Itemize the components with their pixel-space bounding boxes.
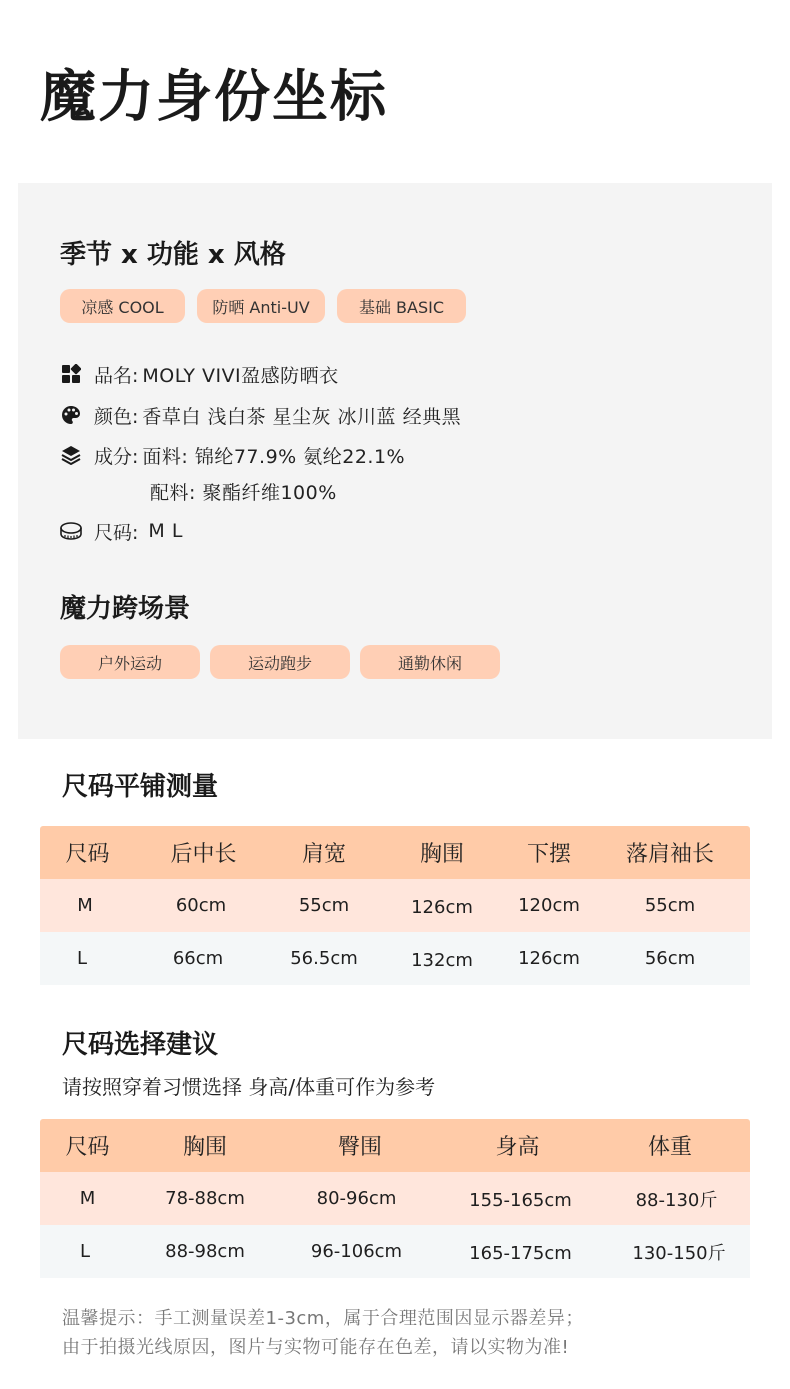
header-cell: 臀围 [337,1135,382,1160]
table-cell: 88-98cm [165,1241,245,1262]
table-cell: 88-130斤 [635,1189,718,1211]
table-cell: 165-175cm [469,1243,572,1264]
color-difference-note: 由于拍摄光线原因，图片与实物可能存在色差，请以实物为准! [62,1337,570,1358]
table-cell: 126cm [411,897,473,918]
header-cell: 后中长 [170,842,237,867]
table-cell: 60cm [175,895,227,916]
tape-measure-icon [60,520,82,542]
table-cell: M [79,1188,96,1209]
table-header-row [40,1119,750,1172]
season-function-style-heading: 季节 x 功能 x 风格 [60,240,286,270]
attr-value: M L [148,520,183,542]
size-advice-subheading: 请按照穿着习惯选择 身高/体重可作为参考 [62,1075,436,1099]
attr-material [60,442,405,468]
tag-anti-uv: 防晒 Anti-UV [197,289,325,323]
tag-cool: 凉感 COOL [60,289,185,323]
attr-size [60,518,183,544]
table-row [40,1172,750,1225]
table-cell: 96-106cm [310,1241,403,1262]
feature-tag-list [60,289,466,323]
flat-measure-table [40,826,750,985]
table-cell: 155-165cm [469,1190,572,1211]
header-cell: 体重 [647,1135,692,1160]
flat-measure-heading: 尺码平铺测量 [62,772,219,802]
tag-basic: 基础 BASIC [337,289,466,323]
table-cell: L [76,948,88,969]
table-cell: 132cm [411,950,473,971]
table-cell: 55cm [644,895,696,916]
page-title: 魔力身份坐标 [40,65,388,130]
table-cell: 55cm [298,895,350,916]
attr-material-sub: 配料: 聚酯纤维100% [150,482,337,504]
scene-tag-list [60,645,500,679]
header-cell: 身高 [495,1135,540,1160]
table-row [40,879,750,932]
layers-icon [60,444,82,466]
measurement-note: 温馨提示：手工测量误差1-3cm，属于合理范围因显示器差异； [62,1308,584,1329]
tag-commute: 通勤休闲 [360,645,500,679]
header-cell: 尺码 [65,842,110,867]
grid-icon [60,363,82,385]
header-cell: 尺码 [65,1135,110,1160]
table-cell: 66cm [172,948,224,969]
table-cell: 126cm [518,948,580,969]
attr-label: 颜色: [94,405,139,428]
table-cell: 56cm [644,948,696,969]
header-cell: 下摆 [526,842,571,867]
attr-value: 香草白 浅白茶 星尘灰 冰川蓝 经典黑 [142,405,462,428]
header-cell: 落肩袖长 [625,842,714,867]
tag-running: 运动跑步 [210,645,350,679]
size-advice-heading: 尺码选择建议 [62,1030,219,1060]
header-cell: 胸围 [182,1135,227,1160]
table-cell: 78-88cm [165,1188,245,1209]
tag-outdoor: 户外运动 [60,645,200,679]
table-row [40,932,750,985]
size-advice-table [40,1119,750,1278]
attr-product-name [60,361,339,387]
table-cell: M [77,895,93,916]
table-row [40,1225,750,1278]
attr-label: 成分: [94,445,139,468]
attr-label: 尺码: [94,521,139,544]
table-cell: 120cm [518,895,580,916]
table-cell: 130-150斤 [632,1242,726,1264]
attr-label: 品名: [94,364,139,387]
table-header-row [40,826,750,879]
attr-value: MOLY VIVI盈感防晒衣 [142,364,339,387]
palette-icon [60,404,82,426]
scene-heading: 魔力跨场景 [60,594,191,624]
header-cell: 胸围 [419,842,464,867]
attr-value: 面料: 锦纶77.9% 氨纶22.1% [142,445,406,468]
table-cell: 80-96cm [316,1188,397,1209]
header-cell: 肩宽 [301,842,346,867]
table-cell: 56.5cm [290,948,358,969]
table-cell: L [79,1241,91,1262]
attr-colors [60,402,461,428]
